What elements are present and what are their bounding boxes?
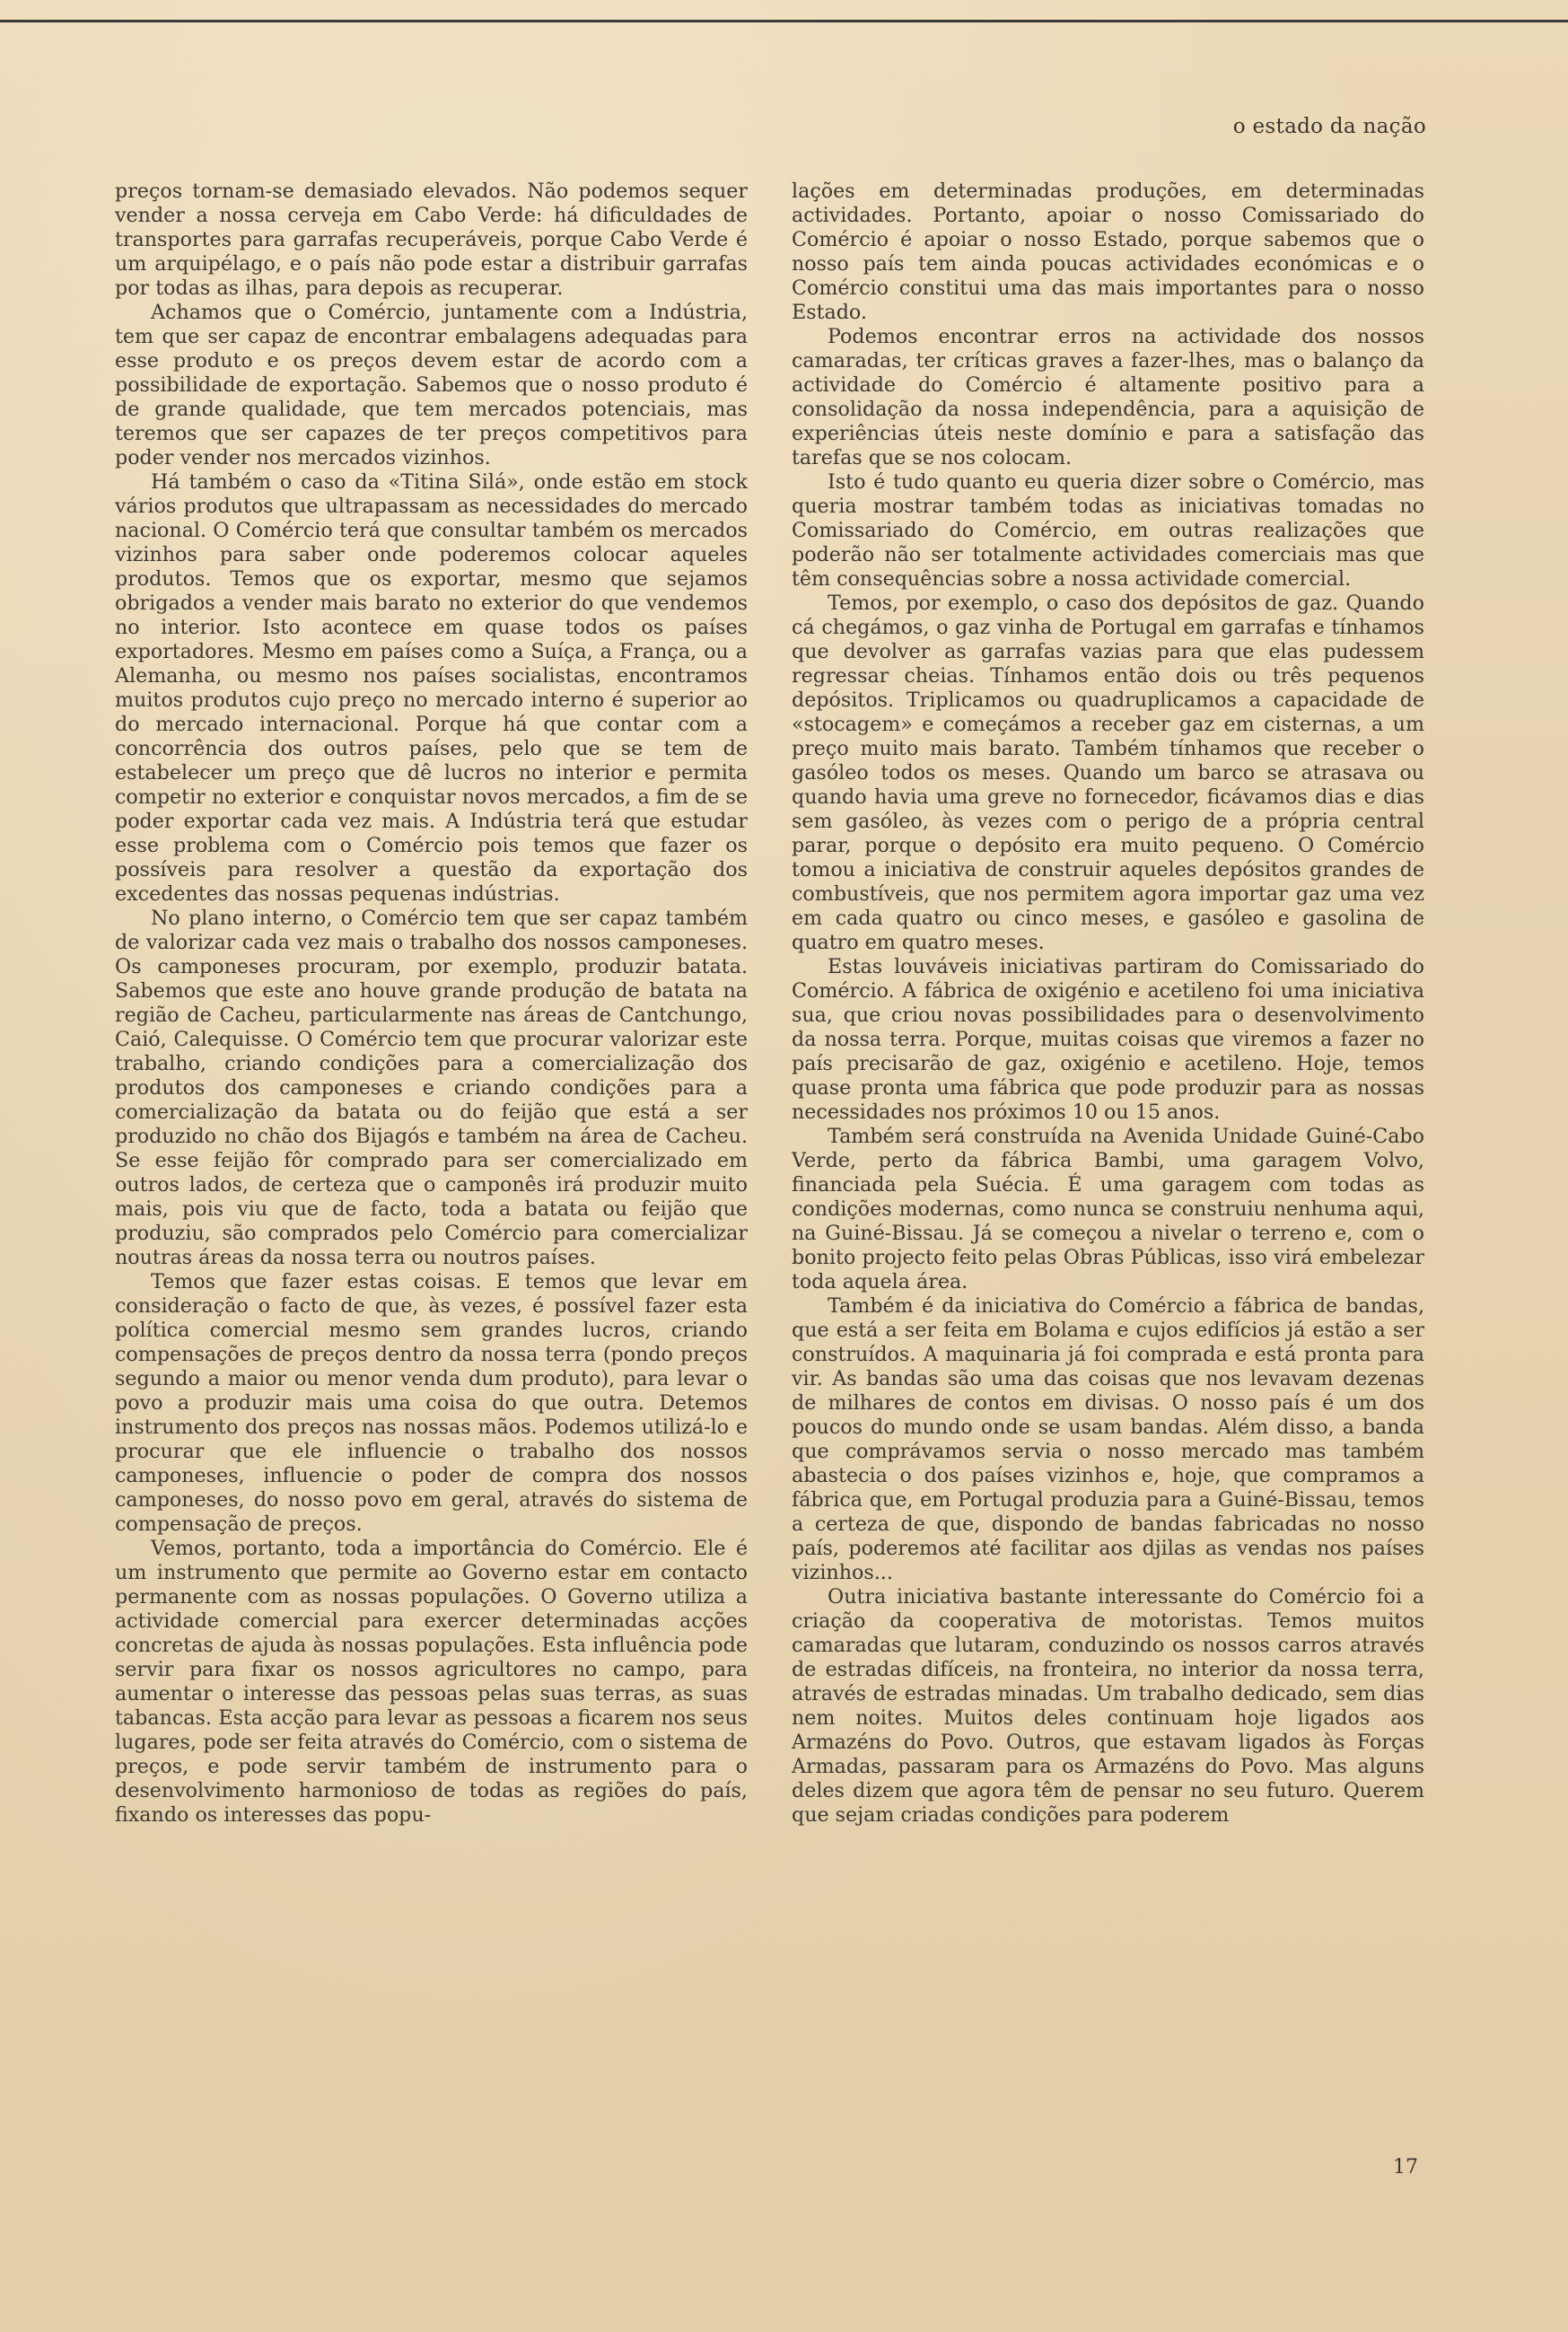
paragraph: Também é da iniciativa do Comércio a fábrica de bandas, que está a ser feita em Bolama e cujos edifícios já estão a ser construídos. A maquinaria já foi comprada e está pronta para vir. As bandas são uma das coisas que nos levavam dezenas de milhares de contos em divisas. O nosso país é um dos poucos do mundo onde se usam bandas. Além disso, a banda que comprávamos servia o nosso mercado mas também abastecia o dos países vizinhos e, hoje, que compramos a fábrica que, em Portugal produzia para a Guiné-Bissau, temos a certeza de que, dispondo de bandas fabricadas no nosso país, poderemos até facilitar aos djilas as vendas nos países vizinhos... — [792, 1294, 1424, 1584]
paragraph: Temos que fazer estas coisas. E temos que levar em consideração o facto de que, às vezes, é possível fazer esta política comercial mesmo sem grandes lucros, criando compensações de preços dentro da nossa terra (pondo preços segundo a maior ou menor venda dum produto), para levar o povo a produzir mais uma coisa do que outra. Detemos instrumento dos preços nas nossas mãos. Podemos utilizá-lo e procurar que ele influencie o trabalho dos nossos camponeses, influencie o poder de compra dos nossos camponeses, do nosso povo em geral, através do sistema de compensação de preços. — [115, 1270, 748, 1536]
top-rule — [0, 20, 1568, 22]
paragraph: Há também o caso da «Titina Silá», onde estão em stock vários produtos que ultrapassam as necessidades do mercado nacional. O Comércio terá que consultar também os mercados vizinhos para saber onde poderemos colocar aqueles produtos. Temos que os exportar, mesmo que sejamos obrigados a vender mais barato no exterior do que vendemos no interior. Isto acontece em quase todos os países exportadores. Mesmo em países como a Suíça, a França, ou a Alemanha, ou mesmo nos países socialistas, encontramos muitos produtos cujo preço no mercado interno é superior ao do mercado internacional. Porque há que contar com a concorrência dos outros países, pelo que se tem de estabelecer um preço que dê lucros no interior e permita competir no exterior e conquistar novos mercados, a fim de se poder exportar cada vez mais. A Indústria terá que estudar esse problema com o Comércio pois temos que fazer os possíveis para resolver a questão da exportação dos excedentes das nossas pequenas indústrias. — [115, 470, 748, 906]
text-column-right — [792, 180, 1424, 1828]
paragraph: Outra iniciativa bastante interessante do Comércio foi a criação da cooperativa de motoristas. Temos muitos camaradas que lutaram, conduzindo os nossos carros através de estradas difíceis, na fronteira, no interior da nossa terra, através de estradas minadas. Um trabalho dedicado, sem dias nem noites. Muitos deles continuam hoje ligados aos Armazéns do Povo. Outros, que estavam ligados às Forças Armadas, passaram para os Armazéns do Povo. Mas alguns deles dizem que agora têm de pensar no seu futuro. Querem que sejam criadas condições para poderem — [792, 1585, 1424, 1827]
paragraph: Também será construída na Avenida Unidade Guiné-Cabo Verde, perto da fábrica Bambi, uma garagem Volvo, financiada pela Suécia. É uma garagem com todas as condições modernas, como nunca se construiu nenhuma aqui, na Guiné-Bissau. Já se começou a nivelar o terreno e, com o bonito projecto feito pelas Obras Públicas, isso virá embelezar toda aquela área. — [792, 1125, 1424, 1293]
paragraph: No plano interno, o Comércio tem que ser capaz também de valorizar cada vez mais o trabalho dos nossos camponeses. Os camponeses procuram, por exemplo, produzir batata. Sabemos que este ano houve grande produção de batata na região de Cacheu, particularmente nas áreas de Cantchungo, Caió, Calequisse. O Comércio tem que procurar valorizar este trabalho, criando condições para a comercialização dos produtos dos camponeses e criando condições para a comercialização da batata ou do feijão que está a ser produzido no chão dos Bijagós e também na área de Cacheu. Se esse feijão fôr comprado para ser comercializado em outros lados, de certeza que o camponês irá produzir muito mais, pois viu que de facto, toda a batata ou feijão que produziu, são comprados pelo Comércio para comercializar noutras áreas da nossa terra ou noutros países. — [115, 907, 748, 1269]
paragraph: preços tornam-se demasiado elevados. Não podemos sequer vender a nossa cerveja em Cabo Verde: há dificuldades de transportes para garrafas recuperáveis, porque Cabo Verde é um arquipélago, e o país não pode estar a distribuir garrafas por todas as ilhas, para depois as recuperar. — [115, 180, 748, 300]
paragraph: Temos, por exemplo, o caso dos depósitos de gaz. Quando cá chegámos, o gaz vinha de Portugal em garrafas e tínhamos que devolver as garrafas vazias para que elas pudessem regressar cheias. Tínhamos então dois ou três pequenos depósitos. Triplicamos ou quadruplicamos a capacidade de «stocagem» e começámos a receber gaz em cisternas, a um preço muito mais barato. Também tínhamos que receber o gasóleo todos os meses. Quando um barco se atrasava ou quando havia uma greve no fornecedor, ficávamos dias e dias sem gasóleo, às vezes com o perigo de a própria central parar, porque o depósito era muito pequeno. O Comércio tomou a iniciativa de construir aqueles depósitos grandes de combustíveis, que nos permitem agora importar gaz uma vez em cada quatro ou cinco meses, e gasóleo e gasolina de quatro em quatro meses. — [792, 592, 1424, 954]
page-number: 17 — [1393, 2156, 1418, 2179]
paragraph: Vemos, portanto, toda a importância do Comércio. Ele é um instrumento que permite ao Governo estar em contacto permanente com as nossas populações. O Governo utiliza a actividade comercial para exercer determinadas acções concretas de ajuda às nossas populações. Esta influência pode servir para fixar os nossos agricultores no campo, para aumentar o interesse das pessoas pelas suas terras, as suas tabancas. Esta acção para levar as pessoas a ficarem nos seus lugares, pode ser feita através do Comércio, com o sistema de preços, e pode servir também de instrumento para o desenvolvimento harmonioso de todas as regiões do país, fixando os interesses das popu- — [115, 1537, 748, 1827]
running-head: o estado da nação — [1232, 115, 1426, 138]
text-column-left — [115, 180, 748, 1828]
paragraph: Isto é tudo quanto eu queria dizer sobre o Comércio, mas queria mostrar também todas as iniciativas tomadas no Comissariado do Comércio, em outras realizações que poderão não ser totalmente actividades comerciais mas que têm consequências sobre a nossa actividade comercial. — [792, 470, 1424, 591]
paragraph: Achamos que o Comércio, juntamente com a Indústria, tem que ser capaz de encontrar embalagens adequadas para esse produto e os preços devem estar de acordo com a possibilidade de exportação. Sabemos que o nosso produto é de grande qualidade, que tem mercados potenciais, mas teremos que ser capazes de ter preços competitivos para poder vender nos mercados vizinhos. — [115, 301, 748, 469]
paragraph: Podemos encontrar erros na actividade dos nossos camaradas, ter críticas graves a fazer-lhes, mas o balanço da actividade do Comércio é altamente positivo para a consolidação da nossa independência, para a aquisição de experiências úteis neste domínio e para a satisfação das tarefas que se nos colocam. — [792, 325, 1424, 469]
paragraph: lações em determinadas produções, em determinadas actividades. Portanto, apoiar o nosso Comissariado do Comércio é apoiar o nosso Estado, porque sabemos que o nosso país tem ainda poucas actividades económicas e o Comércio constitui uma das mais importantes para o nosso Estado. — [792, 180, 1424, 324]
paragraph: Estas louváveis iniciativas partiram do Comissariado do Comércio. A fábrica de oxigénio e acetileno foi uma iniciativa sua, que criou novas possibilidades para o desenvolvimento da nossa terra. Porque, muitas coisas que viremos a fazer no país precisarão de gaz, oxigénio e acetileno. Hoje, temos quase pronta uma fábrica que pode produzir para as nossas necessidades nos próximos 10 ou 15 anos. — [792, 955, 1424, 1124]
